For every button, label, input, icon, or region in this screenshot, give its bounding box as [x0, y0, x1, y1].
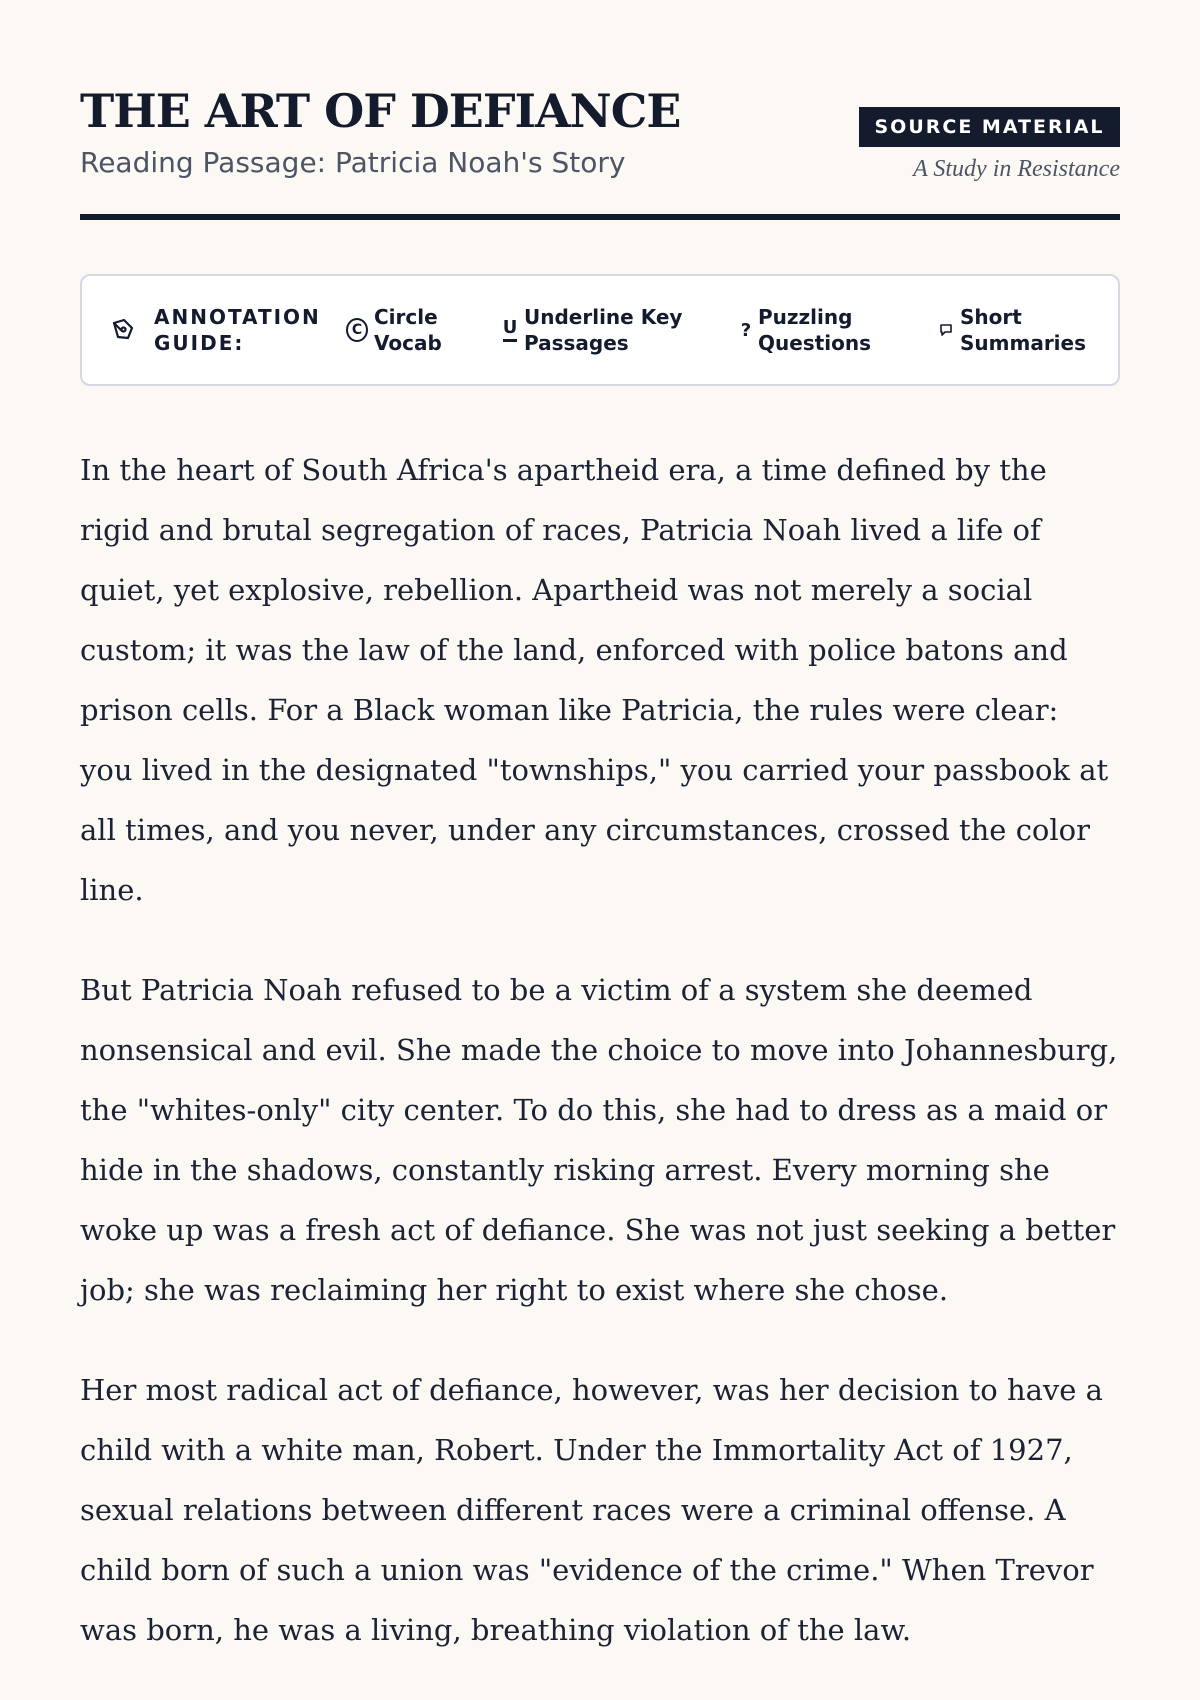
- page-title: THE ART OF DEFIANCE: [80, 84, 681, 138]
- paragraph-2: But Patricia Noah refused to be a victim of a system she deemed nonsensical and evil. She made the choice to move into Johannesburg, the "whites-only" city center. To do this, she had to dress as a maid or hide in the shadows, constantly risking arrest. Every morning she woke up was a fresh act of defiance. She was not just seeking a better job; she was reclaiming her right to exist where she chose.: [80, 973, 1118, 1307]
- underline-icon: U: [503, 319, 518, 342]
- page-subtitle: Reading Passage: Patricia Noah's Story: [80, 146, 626, 179]
- guide-item-label: Vocab: [374, 331, 442, 355]
- guide-item-label: Questions: [758, 331, 872, 355]
- reading-passage: [80, 440, 1120, 1700]
- guide-item-short-summaries: [938, 276, 1086, 384]
- guide-item-circle-vocab: [346, 276, 442, 384]
- annotation-guide: [80, 274, 1120, 386]
- speech-bubble-icon: [938, 323, 954, 337]
- guide-item-underline: [502, 276, 682, 384]
- guide-item-label: Puzzling: [758, 305, 853, 329]
- paragraph-3: Her most radical act of defiance, however, was her decision to have a child with a white man, Robert. Under the Immortality Act of 1927, sexual relations between different races were a criminal offense. A child born of such a union was "evidence of the crime." When Trevor was born, he was a living, breathing violation of the law.: [80, 1373, 1103, 1647]
- guide-title-line2: GUIDE:: [154, 331, 245, 355]
- guide-title-line1: ANNOTATION: [154, 305, 321, 329]
- tagline: A Study in Resistance: [913, 156, 1120, 182]
- pen-icon: [108, 317, 138, 343]
- question-icon: ?: [740, 319, 752, 341]
- guide-item-label: Underline Key: [524, 305, 683, 329]
- paragraph-1: In the heart of South Africa's apartheid era, a time defined by the rigid and brutal segregation of races, Patricia Noah lived a life of quiet, yet explosive, rebellion. Apartheid was not merely a social custom; it was the law of the land, enforced with police batons and prison cells. For a Black woman like Patricia, the rules were clear: you lived in the designated "townships," you carried your passbook at all times, and you never, under any circumstances, crossed the color line.: [80, 453, 1109, 907]
- annotation-guide-title: [108, 276, 321, 384]
- guide-item-puzzling-questions: [740, 276, 871, 384]
- guide-item-label: Passages: [524, 331, 629, 355]
- guide-item-label: Summaries: [960, 331, 1087, 355]
- circle-c-icon: C: [346, 318, 368, 342]
- source-material-badge: SOURCE MATERIAL: [859, 107, 1120, 147]
- header: [80, 0, 1120, 220]
- guide-item-label: Circle: [374, 305, 438, 329]
- guide-item-label: Short: [960, 305, 1022, 329]
